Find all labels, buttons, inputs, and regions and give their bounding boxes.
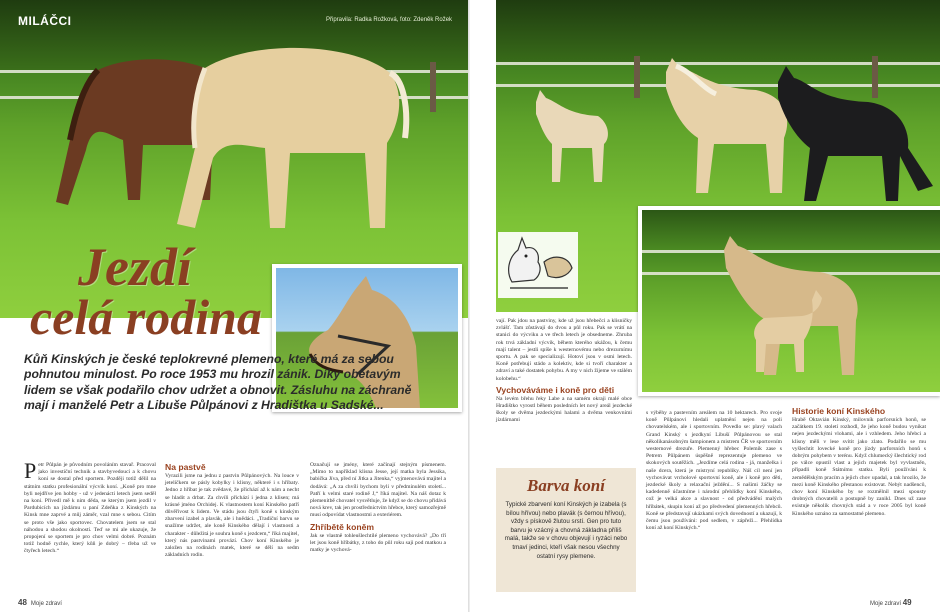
subhead-na-pastve: Na pastvě (165, 462, 206, 472)
boxout-text: Typické zbarvení koní Kinských je izabela (s bílou hřívou) nebo plavák (s černou hřívou), vždy s pískově žlutou srstí. Gen pro tuto barvu je vzácný a chovná základna příliš malá, takže se v chovu objevují i ryzáci nebo tmaví jedinci, kteří však nesou všechny ostatní rysy plemene. (504, 501, 628, 560)
photo-credit: Připravila: Radka Rožková, foto: Zdeněk Rožek (326, 17, 453, 23)
left-folio (18, 598, 62, 607)
foal-illustration (518, 84, 618, 184)
foal-small-illustration (742, 284, 832, 374)
subhead-zhribete-konem: Zhříbětě koněm (310, 521, 374, 532)
cartoon-horse-logo (498, 232, 578, 298)
right-column-1-text-2: Na levém břehu řeky Labe a na samém okraji malé obce Hradištko vyrostl během posledních let nový areál jezdecké školy se dvěma jezdeckými halami a dvěma venkovními jízdárnami (496, 395, 632, 424)
right-page-number: 49 (902, 598, 912, 607)
left-column-3 (310, 462, 446, 554)
right-column-2-text: s výběhy a pastevním areálem na 10 hektarech. Pro svoje koně Půlpánovi hledali uplatnění nejen na poli chovatelském, ale i sportovním. Povedlo se: plavý valach Grand Kinský s jezdkyní Libuší Půlpánovou se stal několikanásobným šampionem a mistrem ČR ve sportovním westernové drezuře. Plemenný hřebec Polemik zase s Petrem Půlpánem úspěšně reprezentuje plemeno ve skokových soutěžích. „Jezdíme celá rodina - já, manželka i naše dcera, která je mistryní republiky. Náš cíl není jen vychovávat vrcholové sportovní koně, ale i koně pro děti, jezdecké školy a relaxační ježdění... S našimi žáčky se kadedenně účastníme i národní přehlídky koní Kinského, což je velká akce a slavnost - od předvádění malých hříbátek, skupin koní až po předvedení plemenných hřebců. Koně se představují ukázkami svých dovedností a ukazují, k čemu jsou používáni: pod sedlem, v zápřeži... Přehlídka koní až koní Kinských.“ (646, 410, 782, 532)
palomino-horse-illustration (165, 28, 410, 238)
left-folio-magazine: Moje zdraví (30, 601, 62, 607)
right-column-3 (792, 404, 926, 518)
right-folio-magazine: Moje zdraví (870, 601, 902, 607)
boxout-title: Barva koní (527, 476, 605, 495)
left-column-1-text: etr Půlpán je původním povoláním stavař. Pracoval jako investiční technik a stavbyvedoucí a k chovu koní se dostal před sportem. Později totiž dělil na státním statku profesionální výcvik koní. „Koně pro mne byli nejdříve jen hobby - už v jedenácti letech jsem seděl na koni. Přivedl mě k nim děda, se kterým jsem jezdil v Pardubicích na jízdárnu u paní Zdeňka z Kinských na Kinsk mne zaprvé a můj záměr, vzal mne s sebou. Citím se proto vše jako sportovec. Chovatelem jsem se stal náhodou a shodou okolností. Teď se mi ale ukazuje, že propojení se sportem je pro chov velmi dobré. Poznám totiž hodně rychle, který kůň je dobrý – třeba už ve čtyřech letech.“ (24, 462, 156, 555)
subhead-historie: Historie koní Kinského (792, 406, 886, 416)
section-tag: MILÁČCI (18, 14, 72, 28)
headline-line-2: celá rodina (30, 289, 262, 345)
right-column-2 (646, 410, 782, 532)
left-column-3-text-1: Označují se jmény, které začínají stejným písmenem. „Mimo to například klisna Jesse, její matka byla Jessika, babička Jíva, před ní Jitka a Jitenka,“ vyjmenovává majitel a dodává: „A za chvíli bychom byli v předminulém století... Patří k velmi staré rodině J,“ říká majitel. Na náš dotaz k plemenitbě chovatel vysvětluje, že když se do chovu přidává nová krev, tak jen prostřednictvím hřebce, který samozřejmě musí odpovídat vlastnostmi a exteriérem. (310, 462, 446, 519)
left-column-1 (24, 458, 156, 556)
left-page-number: 48 (18, 598, 27, 607)
drop-cap: P (24, 458, 37, 483)
right-column-3-text: Hrabě Oktavián Kinský, milovník parforsních honů, se začátkem 19. století rozhodl, že jeho koně budou vynikat nejen jezdeckými vlohami, ale i vzhledem. Jeho hřebci a klisny měli v lese svítit jako zlato. Podařilo se mu vyšlechtit lovecké koně pro jízdy parforsních honů s dobrým pohybem v terénu. Když chlumecký šlechtický rod po válce opustil vlast a jejich majetek byl vyvlastněn, připadli koně Státnímu statku. Byli používáni k zemědělským pracím a jejich chov upadal, a tak hrozilo, že mezi koně Kinského přestanou existovat. Nebýt nadšenců, chov koní Kinského by se rozmělnil mezi spousty drobných chovatelů a postupně by zanikl. Dnes už zase existuje několik chovných stád a v roce 2005 byl koně Kinského uznáno za samostatné plemeno. (792, 417, 926, 517)
right-column-1 (496, 318, 632, 425)
left-column-3-text-2: Jak se vlastně tohleušlechtilé plemeno vychovává? „Do tří let jsou koně hříbátky, z toho do půl roku saji pod matkou a matky je vychová- (310, 532, 446, 554)
left-column-2 (165, 460, 299, 559)
headline-line-1: Jezdí (78, 237, 192, 297)
mare-and-foal-photo (638, 206, 940, 396)
right-page (470, 0, 940, 612)
left-column-2-text: Vyrazili jsme na jednu z pastvin Půlpánových. Na louce v jetelíčkem se pásly kobylky i klisny, některé i s hříbaty. Jedno z hříbat je tak zvědavé, že přichází až k nám a necht se hladit a drbat. Za chvíli přichází i jedna z klisen; má krásné jméno Orchidej. K vlastnostem koní Kinského patří důvěřivost k lidem. Ve stádu jsou čtyři koně s kinským zbarvení izabel a plavák, ale i hnědáci. „Tradiční barvu se snažíme udržet, ale koně Kinského dělají i vlastnosti a charakter - důležitá je souhra koně s jezdcem,“ říká majitel, který nás pastvinami provází. Chov koní Kinského je založen na rodinách matek, které se dělí na sedm základních rodin. (165, 473, 299, 559)
lead-paragraph: Kůň Kinských je české teplokrevné plemeno, které má za sebou pohnutou minulost. Po roce 1953 mu hrozil zánik. Díky obětavým lidem se však podařilo chov udržet a obnovit. Zásluhu na záchraně mají i manželé Petr a Libuše Půlpánovi z Hradištka u Sadské... (24, 352, 412, 413)
right-column-1-text-1: vají. Pak jdou na pastviny, kde už jsou hřebečci a klisničky zvlášť. Tam zůstávají do dvou a půl roku. Pak se vrátí na stanici do výcviku a ve třech letech je obsedneme. Zhruba rok trvá základní výcvik, během kterého ukážou, k čemu mají talent – jestli spíše k westernovému nebo drezurnímu sportu. A pak se specializují. Hotoví jsou v osmi letech. Koně potřebují stádo a kolektiv, kde si tvoří charakter a zdraví a také dostatek pohybu. A my v nich žijeme ve stálém kolobehu.“ (496, 318, 632, 382)
boxout-barva-koni (496, 468, 636, 592)
subhead-vychovavame: Vychováváme i koně pro děti (496, 384, 615, 395)
right-folio (870, 598, 916, 607)
black-horse-illustration (758, 56, 938, 206)
